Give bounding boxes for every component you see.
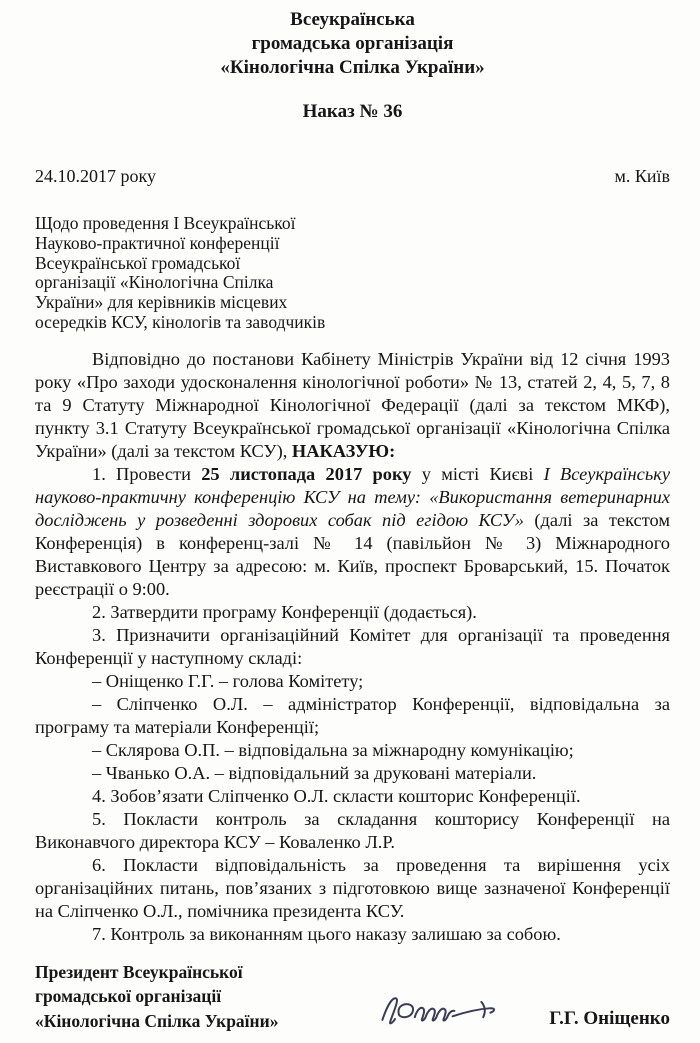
org-name-line-3: «Кінологічна Спілка України» xyxy=(220,57,485,78)
org-name-line-2: громадська організація xyxy=(251,33,454,54)
subject-line: Щодо проведення І Всеукраїнської xyxy=(35,213,296,233)
order-item-3: 3. Призначити організаційний Комітет для організації та проведення Конференції у наступному складі: xyxy=(35,624,670,668)
preamble-text: Відповідно до постанови Кабінету Міністрів України від 12 січня 1993 року «Про заходи удосконалення кінологічної роботи» № 13, статей 2, 4, 5, 7, 8 та 9 Статуту Міжнародної Кінологічної Федерації (далі за текстом МКФ), пункту 3.1 Статуту Всеукраїнської громадської організації «Кінологічна Спілка України» (далі за текстом КСУ), xyxy=(35,348,670,461)
order-item-7: 7. Контроль за виконанням цього наказу залишаю за собою. xyxy=(92,923,561,944)
decree-word: НАКАЗУЮ: xyxy=(291,440,396,461)
order-item-1 xyxy=(35,463,670,601)
subject-line: осередків КСУ, кінологів та заводчиків xyxy=(35,311,326,332)
item1-text: у місті Києві xyxy=(411,463,544,484)
order-city: м. Київ xyxy=(614,166,670,186)
org-header xyxy=(35,8,670,80)
committee-member-3: – Склярова О.П. – відповідальна за міжнародну комунікацію; xyxy=(92,739,574,760)
item1-text: 1. Провести xyxy=(92,463,202,484)
preamble-paragraph xyxy=(35,348,670,463)
order-item-6: 6. Покласти відповідальність за проведення та вирішення усіх організаційних питань, пов’язаних з підготовкою вище зазначеної Конференції на Сліпченко О.Л., помічника президента КСУ. xyxy=(35,854,670,921)
subject-line: Науково-практичної конференції xyxy=(35,232,280,253)
subject-line: Всеукраїнської громадської xyxy=(35,252,241,273)
order-item-5: 5. Покласти контроль за складання кошторису Конференції на Виконавчого директора КСУ – Коваленко Л.Р. xyxy=(35,808,670,852)
date-row xyxy=(35,166,670,187)
committee-member-4: – Чванько О.А. – відповідальний за друковані матеріали. xyxy=(92,762,537,783)
signature-block xyxy=(35,960,670,1034)
item1-date-bold: 25 листопада 2017 року xyxy=(201,463,412,484)
order-body xyxy=(35,348,670,946)
signer-title-line-1: Президент Всеукраїнської xyxy=(35,961,243,982)
order-date: 24.10.2017 року xyxy=(35,166,156,186)
item1-text: (далі за текстом Конференція) в конференц-залі № 14 (павільйон № 3) Міжнародного Виставкового Центру за адресою: м. Київ, проспект Броварський, 15. Початок реєстрації о 9:00. xyxy=(35,509,670,599)
subject-block xyxy=(35,214,435,333)
subject-line: України» для керівників місцевих xyxy=(35,292,288,313)
committee-member-1: – Оніщенко Г.Г. – голова Комітету; xyxy=(92,670,364,691)
handwritten-signature-icon xyxy=(340,991,549,1033)
org-name-line-1: Всеукраїнська xyxy=(290,9,415,30)
signer-name: Г.Г. Оніщенко xyxy=(549,1008,670,1029)
order-item-2: 2. Затвердити програму Конференції (додається). xyxy=(92,601,477,622)
signer-title-line-3: «Кінологічна Спілка України» xyxy=(35,1010,279,1031)
order-title: Наказ № 36 xyxy=(302,101,403,122)
item1-conference-theme: І Всеукраїнську науково-практичну конференцію КСУ на тему: «Використання ветеринарних досліджень у розведенні здорових собак під егідою КСУ» xyxy=(35,463,670,530)
signer-title xyxy=(35,960,340,1034)
subject-line: організації «Кінологічна Спілка xyxy=(35,272,274,293)
committee-member-2: – Сліпченко О.Л. – адміністратор Конференції, відповідальна за програму та матеріали Конференції; xyxy=(35,693,670,737)
order-item-4: 4. Зобов’язати Сліпченко О.Л. скласти кошторис Конференції. xyxy=(92,785,581,806)
signer-title-line-2: громадської організації xyxy=(35,986,222,1006)
